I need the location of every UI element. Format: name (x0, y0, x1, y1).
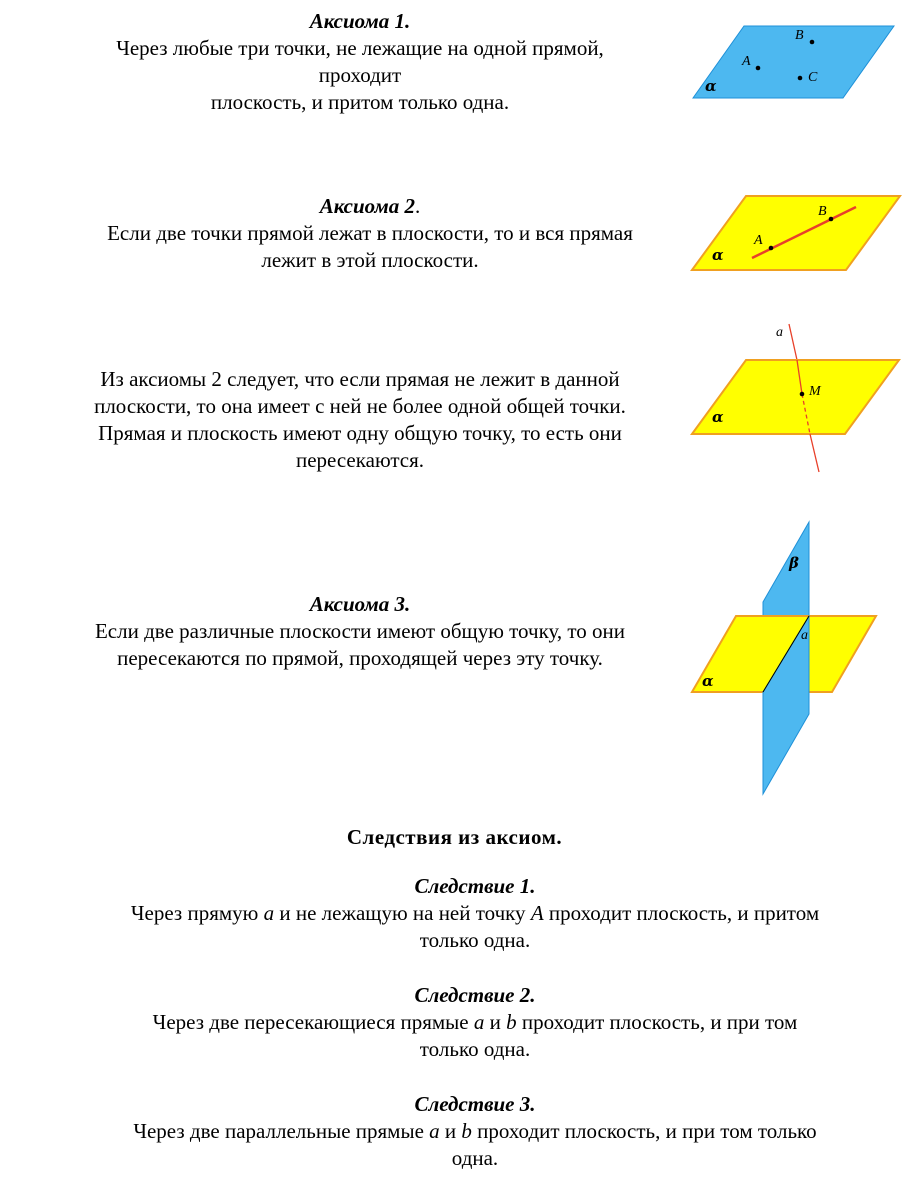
axiom-1-title: Аксиома 1. (309, 9, 411, 33)
axiom-1-figure (688, 22, 898, 104)
axiom-2-text (40, 193, 700, 274)
axiom-2-line-2: лежит в этой плоскости. (261, 248, 479, 272)
corollary-3-text-a: Через две параллельные прямые (133, 1119, 430, 1143)
corollary-1-text-c: проходит плоскость, и притом (543, 901, 820, 925)
axiom-2-figure (688, 192, 902, 274)
axiom-2-line-1: Если две точки прямой лежат в плоскости, то и вся прямая (107, 221, 633, 245)
corollary-2-text-a: Через две пересекающиеся прямые (152, 1010, 474, 1034)
corollary-2-line-1 (40, 1009, 909, 1036)
corollary-3-text-c: проходит плоскость, и при том только (471, 1119, 817, 1143)
corollary-1-var-a: a (263, 901, 275, 925)
axiom-2-title-row (40, 193, 700, 220)
corollary-2-text-c: проходит плоскость, и при том (516, 1010, 798, 1034)
line-a-label: a (776, 325, 783, 340)
corollary-3-line-1 (40, 1118, 909, 1145)
point-a (756, 66, 761, 71)
line-a-top (789, 324, 797, 360)
consequence-line-1: Из аксиомы 2 следует, что если прямая не лежит в данной (100, 367, 620, 391)
corollary-2-var-a: a (473, 1010, 485, 1034)
line-plane-intersection-figure (688, 318, 902, 476)
point-b (829, 217, 834, 222)
consequence-line-2: плоскости, то она имеет с ней не более одной общей точки. (94, 394, 626, 418)
corollary-1-line-1 (40, 900, 909, 927)
axiom-3-text (30, 591, 690, 672)
consequence-line-3: Прямая и плоскость имеют одну общую точку, то есть они (98, 421, 622, 445)
point-b-label: B (818, 204, 827, 219)
point-c (798, 76, 803, 81)
line-a-label: a (801, 628, 808, 643)
point-m (800, 392, 805, 397)
corollary-1-title: Следствие 1. (414, 874, 536, 898)
axiom-1-line-3: плоскость, и притом только одна. (210, 90, 510, 114)
plane-label-alpha: α (705, 77, 717, 95)
corollary-3-var-b: b (461, 1119, 472, 1143)
corollary-3 (40, 1091, 909, 1172)
corollary-1-line-2: только одна. (419, 928, 531, 952)
corollary-1-text-a: Через прямую (130, 901, 264, 925)
axiom-3-title: Аксиома 3. (309, 592, 411, 616)
plane-label-alpha: α (712, 408, 724, 426)
corollary-3-line-2: одна. (451, 1146, 499, 1170)
plane-label-alpha: α (712, 246, 724, 264)
corollary-2-title: Следствие 2. (414, 983, 536, 1007)
point-b-label: B (795, 28, 804, 43)
axiom-2-consequence-text (30, 366, 690, 474)
corollary-3-text-b: и (439, 1119, 462, 1143)
axiom-1-text (40, 8, 680, 116)
point-b (810, 40, 815, 45)
consequence-line-4: пересекаются. (295, 448, 425, 472)
plane-label-alpha: α (702, 672, 714, 690)
line-a-bottom (810, 434, 819, 472)
corollary-1-var-point: A (530, 901, 544, 925)
point-a-label: A (754, 233, 763, 248)
plane-label-beta: β (789, 554, 799, 572)
corollary-2 (40, 982, 909, 1063)
section-title-corollaries: Следствия из аксиом. (346, 825, 563, 849)
corollary-1-text-b: и не лежащую на ней точку (274, 901, 531, 925)
point-m-label: M (809, 384, 821, 399)
axiom-1-line-1: Через любые три точки, не лежащие на одной прямой, (116, 36, 604, 60)
corollary-3-title: Следствие 3. (414, 1092, 536, 1116)
axiom-2-title-dot: . (414, 194, 421, 218)
axiom-3-line-1: Если две различные плоскости имеют общую точку, то они (94, 619, 625, 643)
axiom-1-line-2: проходит (318, 63, 402, 87)
corollary-2-text-b: и (484, 1010, 507, 1034)
corollary-1 (40, 873, 909, 954)
plane-alpha-blue (693, 26, 894, 98)
point-a-label: A (742, 54, 751, 69)
two-planes-intersection-figure (688, 518, 880, 800)
corollary-2-var-b: b (506, 1010, 517, 1034)
axiom-3-line-2: пересекаются по прямой, проходящей через эту точку. (117, 646, 603, 670)
point-c-label: C (808, 70, 818, 85)
corollary-2-line-2: только одна. (419, 1037, 531, 1061)
point-a (769, 246, 774, 251)
axiom-2-title: Аксиома 2 (319, 194, 415, 218)
corollary-3-var-a: a (429, 1119, 440, 1143)
